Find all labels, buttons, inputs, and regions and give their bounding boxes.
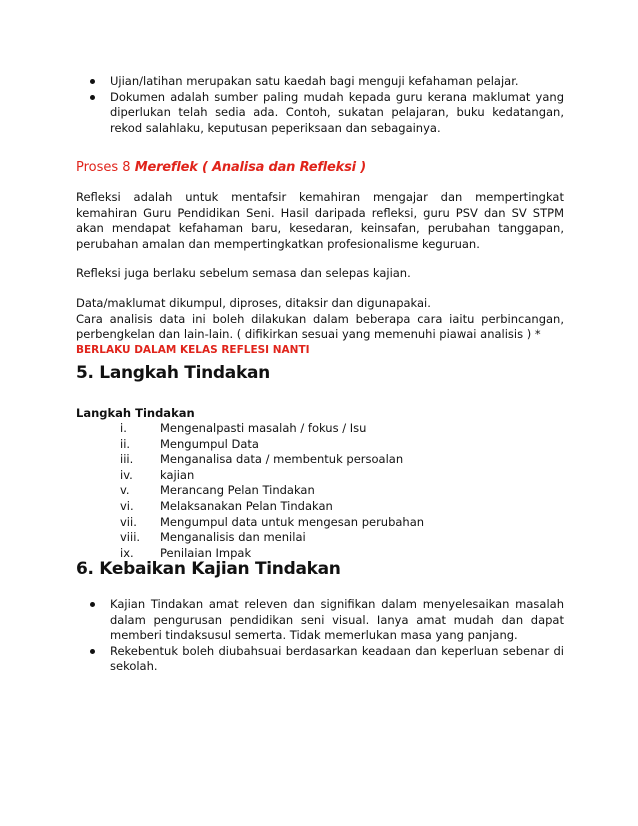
step-item bbox=[120, 437, 424, 453]
data-analysis-line1: Data/maklumat dikumpul, diproses, ditaksir dan digunapakai. bbox=[76, 296, 431, 310]
step-item bbox=[120, 530, 424, 546]
step-number: ii. bbox=[120, 436, 131, 451]
step-number: iv. bbox=[120, 467, 133, 482]
step-item bbox=[120, 483, 424, 499]
bullet-item: Rekebentuk boleh diubahsuai berdasarkan keadaan dan keperluan sebenar di sekolah. bbox=[86, 644, 564, 675]
step-number: viii. bbox=[120, 530, 141, 545]
bullet-item: Kajian Tindakan amat releven dan signifikan dalam menyelesaikan masalah dalam pengurusan pendidikan seni visual. Ianya amat mudah dan dapat memberi tindaksusul semerta. Tidak memerlukan masa yang panjang. bbox=[86, 597, 564, 644]
step-text: kajian bbox=[160, 467, 195, 482]
step-item bbox=[120, 499, 424, 515]
step-text: Melaksanakan Pelan Tindakan bbox=[160, 498, 333, 513]
top-bullet-list bbox=[86, 74, 564, 136]
proses8-title: Mereflek ( Analisa dan Refleksi ) bbox=[134, 160, 366, 175]
red-note: BERLAKU DALAM KELAS REFLESI NANTI bbox=[76, 343, 310, 356]
step-number: i. bbox=[120, 421, 127, 435]
proses8-label: Proses 8 bbox=[76, 160, 131, 175]
proses8-heading bbox=[76, 160, 366, 176]
step-item bbox=[120, 452, 424, 468]
step-number: vii. bbox=[120, 514, 137, 529]
bullet-item: Ujian/latihan merupakan satu kaedah bagi menguji kefahaman pelajar. bbox=[86, 74, 564, 90]
steps-list bbox=[120, 421, 424, 561]
refleksi-paragraph: Refleksi adalah untuk mentafsir kemahiran mengajar dan mempertingkat kemahiran Guru Pendidikan Seni. Hasil daripada refleksi, guru PSV dan SV STPM akan mendapat kefahaman baru, kesedaran, keinsafan, perubahan tanggapan, perubahan amalan dan mempertingkatkan profesionalisme keguruan. bbox=[76, 190, 564, 251]
data-analysis-text: Cara analisis data ini boleh dilakukan dalam beberapa cara iaitu perbincangan, perbengkelan dan lain-lain. ( difikirkan sesuai yang memenuhi piawai analisis ) * bbox=[76, 311, 564, 341]
step-text: Mengumpul data untuk mengesan perubahan bbox=[160, 514, 425, 529]
step-text: Mengumpul Data bbox=[160, 436, 259, 451]
step-number: v. bbox=[120, 483, 130, 498]
section6-title: 6. Kebaikan Kajian Tindakan bbox=[76, 559, 341, 579]
step-text: Penilaian Impak bbox=[160, 545, 252, 560]
section6-bullet-list bbox=[86, 597, 564, 675]
step-item bbox=[120, 515, 424, 531]
step-item bbox=[120, 468, 424, 484]
data-analysis-paragraph bbox=[76, 296, 564, 358]
step-number: ix. bbox=[120, 545, 134, 560]
step-number: vi. bbox=[120, 498, 134, 513]
step-text: Menganalisis dan menilai bbox=[160, 530, 306, 545]
step-number: iii. bbox=[120, 452, 134, 467]
step-text: Menganalisa data / membentuk persoalan bbox=[160, 452, 404, 467]
step-item bbox=[120, 421, 424, 437]
section5-title: 5. Langkah Tindakan bbox=[76, 363, 270, 383]
section5-subtitle: Langkah Tindakan bbox=[76, 406, 195, 420]
step-text: Mengenalpasti masalah / fokus / Isu bbox=[160, 421, 367, 435]
bullet-item: Dokumen adalah sumber paling mudah kepada guru kerana maklumat yang diperlukan telah sedia ada. Contoh, sukatan pelajaran, buku kedatangan, rekod salahlaku, keputusan peperiksaan dan sebagainya. bbox=[86, 90, 564, 137]
refleksi-timing-paragraph: Refleksi juga berlaku sebelum semasa dan selepas kajian. bbox=[76, 266, 411, 280]
step-text: Merancang Pelan Tindakan bbox=[160, 483, 315, 498]
